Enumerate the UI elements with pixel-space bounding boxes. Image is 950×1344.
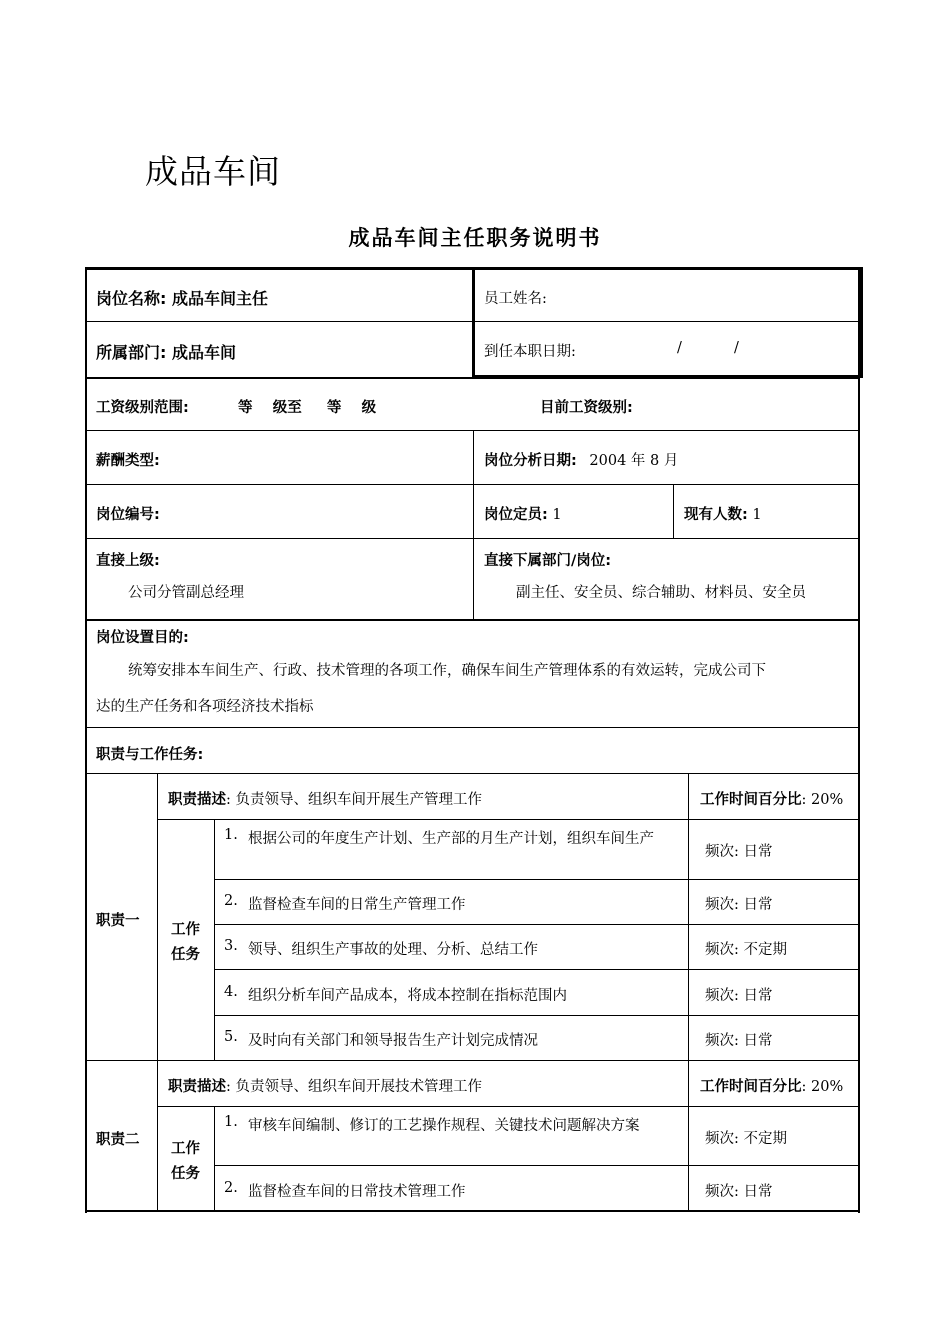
task-frequency: 频次: 日常 xyxy=(705,844,773,860)
task-frequency: 频次: 日常 xyxy=(705,1033,773,1049)
post-code-label: 岗位编号: xyxy=(96,507,160,523)
purpose-label: 岗位设置目的: xyxy=(96,630,189,646)
duty-description-label: 职责描述 xyxy=(168,1079,226,1095)
salary-range-text: 等 级至 等 级 xyxy=(238,400,377,416)
task-frequency: 频次: 日常 xyxy=(705,1184,773,1200)
analysis-date-label: 岗位分析日期: xyxy=(484,453,577,469)
analysis-date-value: 2004 年 8 月 xyxy=(589,453,679,469)
duty-time-label: 工作时间百分比 xyxy=(700,792,802,808)
task-frequency: 频次: 日常 xyxy=(705,988,773,1004)
start-date-slash-1: / xyxy=(677,340,682,356)
duty-description xyxy=(168,1075,482,1096)
task-number: 5. xyxy=(224,1029,238,1045)
department-label: 所属部门: xyxy=(96,343,167,362)
duty-description xyxy=(168,788,482,809)
task-text: 组织分析车间产品成本，将成本控制在指标范围内 xyxy=(248,988,567,1004)
post-quota-field xyxy=(484,503,562,524)
task-label-line-2: 任务 xyxy=(171,1166,200,1182)
salary-type-label: 薪酬类型: xyxy=(96,453,160,469)
task-text: 及时向有关部门和领导报告生产计划完成情况 xyxy=(248,1033,538,1049)
employee-name-label: 员工姓名: xyxy=(484,291,547,307)
start-date-slash-2: / xyxy=(734,340,739,356)
duty-description-text: : 负责领导、组织车间开展技术管理工作 xyxy=(226,1079,482,1095)
superior-value: 公司分管副总经理 xyxy=(128,585,244,601)
duty-description-label: 职责描述 xyxy=(168,792,226,808)
task-text: 审核车间编制、修订的工艺操作规程、关键技术问题解决方案 xyxy=(248,1118,640,1134)
duty-name: 职责一 xyxy=(96,913,140,929)
position-name-label: 岗位名称: xyxy=(96,289,167,308)
task-number: 1. xyxy=(224,827,238,843)
subordinate-label: 直接下属部门/岗位: xyxy=(484,553,612,569)
duties-label: 职责与工作任务: xyxy=(96,747,204,763)
duty-time-value: : 20% xyxy=(801,1079,844,1095)
subordinate-value: 副主任、安全员、综合辅助、材料员、安全员 xyxy=(516,585,806,601)
task-text: 领导、组织生产事故的处理、分析、总结工作 xyxy=(248,942,538,958)
duty-name: 职责二 xyxy=(96,1132,140,1148)
duty-time-share xyxy=(700,788,843,809)
duty-description-text: : 负责领导、组织车间开展生产管理工作 xyxy=(226,792,482,808)
current-count-label: 现有人数: xyxy=(684,507,748,523)
task-frequency: 频次: 不定期 xyxy=(705,942,787,958)
task-frequency: 频次: 日常 xyxy=(705,897,773,913)
post-quota-value: 1 xyxy=(552,507,562,523)
position-name-field xyxy=(96,286,268,309)
document-title: 成品车间主任职务说明书 xyxy=(348,226,602,250)
post-quota-label: 岗位定员: xyxy=(484,507,548,523)
task-label-line-2: 任务 xyxy=(171,947,200,963)
purpose-line-1: 统筹安排本车间生产、行政、技术管理的各项工作，确保车间生产管理体系的有效运转，完成公司下 xyxy=(128,663,766,679)
task-number: 2. xyxy=(224,1180,238,1196)
analysis-date-field xyxy=(484,449,678,470)
superior-label: 直接上级: xyxy=(96,553,160,569)
task-text: 监督检查车间的日常技术管理工作 xyxy=(248,1184,466,1200)
position-name-value: 成品车间主任 xyxy=(171,289,268,308)
department-field xyxy=(96,340,236,363)
start-date-label: 到任本职日期: xyxy=(484,344,576,360)
task-number: 4. xyxy=(224,984,238,1000)
current-count-field xyxy=(684,503,762,524)
task-label-line-1: 工作 xyxy=(171,922,200,938)
task-frequency: 频次: 不定期 xyxy=(705,1131,787,1147)
current-count-value: 1 xyxy=(752,507,762,523)
department-value: 成品车间 xyxy=(171,343,236,362)
task-number: 1. xyxy=(224,1114,238,1130)
duty-time-share xyxy=(700,1075,843,1096)
current-salary-label: 目前工资级别: xyxy=(540,400,633,416)
page-heading: 成品车间 xyxy=(145,152,281,191)
duty-time-value: : 20% xyxy=(801,792,844,808)
task-number: 2. xyxy=(224,893,238,909)
salary-range-label: 工资级别范围: xyxy=(96,400,189,416)
task-number: 3. xyxy=(224,938,238,954)
task-text: 根据公司的年度生产计划、生产部的月生产计划，组织车间生产 xyxy=(248,831,654,847)
task-label-line-1: 工作 xyxy=(171,1141,200,1157)
duty-time-label: 工作时间百分比 xyxy=(700,1079,802,1095)
task-text: 监督检查车间的日常生产管理工作 xyxy=(248,897,466,913)
purpose-line-2: 达的生产任务和各项经济技术指标 xyxy=(96,699,314,715)
